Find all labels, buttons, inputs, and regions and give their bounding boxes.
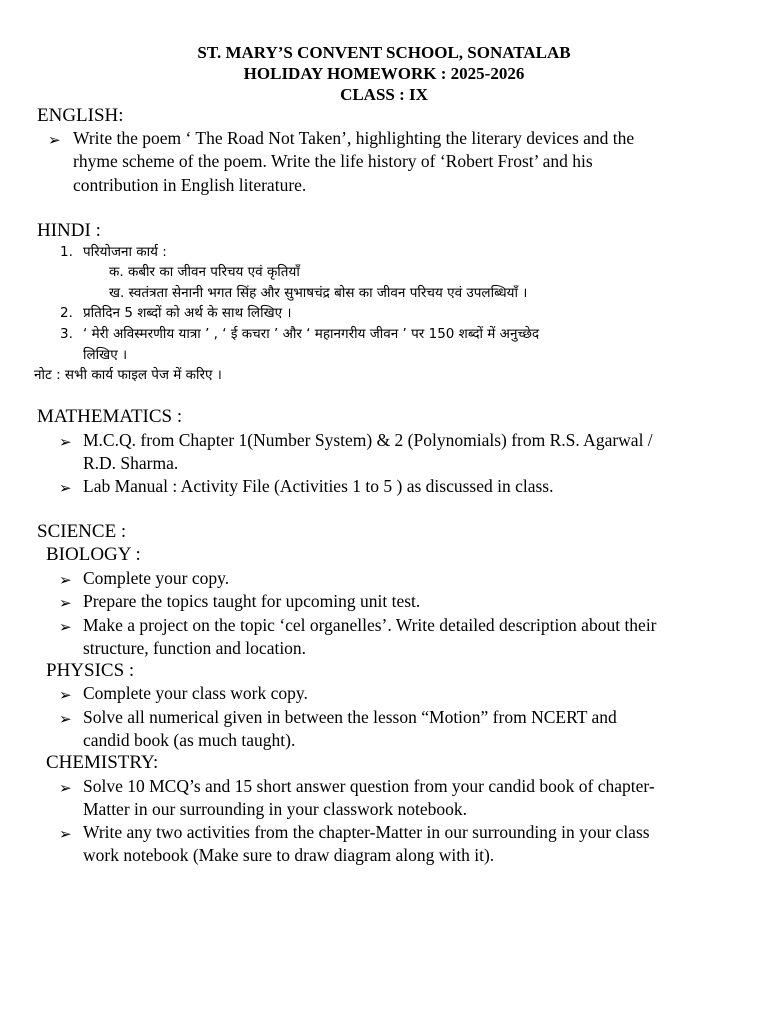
chemistry-heading: CHEMISTRY: [46, 752, 159, 773]
bullet-arrow-icon: ➢ [59, 712, 72, 728]
physics-item2-line1: Solve all numerical given in between the lesson “Motion” from NCERT and [83, 707, 617, 727]
chemistry-item2-line2: work notebook (Make sure to draw diagram along with it). [83, 845, 495, 865]
bullet-arrow-icon: ➢ [59, 620, 72, 636]
bullet-arrow-icon: ➢ [59, 596, 72, 612]
hindi-item-3-line2: लिखिए । [83, 347, 128, 363]
science-heading: SCIENCE : [37, 521, 127, 542]
hindi-item-3-line1: ‘ मेरी अविस्मरणीय यात्रा ’ , ‘ ई कचरा ’ और ‘ महानगरीय जीवन ’ पर 150 शब्दों में अनुच्छेद [83, 326, 540, 342]
bullet-arrow-icon: ➢ [59, 573, 72, 589]
math-item1-line1: M.C.Q. from Chapter 1(Number System) & 2 (Polynomials) from R.S. Agarwal / [83, 430, 653, 450]
hindi-item-1a: क. कबीर का जीवन परिचय एवं कृतियाँ [109, 264, 300, 280]
chemistry-item2-line1: Write any two activities from the chapter-Matter in our surrounding in your class [83, 822, 650, 842]
english-heading: ENGLISH: [37, 105, 124, 126]
hindi-heading: HINDI : [37, 220, 101, 241]
biology-item3-line2: structure, function and location. [83, 638, 307, 658]
bullet-arrow-icon: ➢ [48, 133, 61, 149]
bullet-arrow-icon: ➢ [59, 781, 72, 797]
biology-item2: Prepare the topics taught for upcoming unit test. [83, 591, 421, 611]
hindi-num-2: 2. [60, 305, 73, 321]
bullet-arrow-icon: ➢ [59, 435, 72, 451]
biology-heading: BIOLOGY : [46, 544, 141, 565]
biology-item1: Complete your copy. [83, 568, 230, 588]
physics-heading: PHYSICS : [46, 660, 135, 681]
physics-item2-line2: candid book (as much taught). [83, 730, 296, 750]
hindi-item-1b: ख. स्वतंत्रता सेनानी भगत सिंह और सुभाषचंद्र बोस का जीवन परिचय एवं उपलब्धियाँ । [109, 285, 528, 301]
math-item1-line2: R.D. Sharma. [83, 453, 179, 473]
bullet-arrow-icon: ➢ [59, 481, 72, 497]
physics-item1: Complete your class work copy. [83, 683, 308, 703]
hindi-item-1: परियोजना कार्य : [83, 244, 167, 260]
school-name: ST. MARY’S CONVENT SCHOOL, SONATALAB [197, 43, 571, 62]
biology-item3-line1: Make a project on the topic ‘cel organelles’. Write detailed description about their [83, 615, 657, 635]
hindi-num-1: 1. [60, 244, 73, 260]
english-item-line1: Write the poem ‘ The Road Not Taken’, highlighting the literary devices and the [73, 128, 635, 148]
hindi-num-3: 3. [60, 326, 73, 342]
math-item2: Lab Manual : Activity File (Activities 1 to 5 ) as discussed in class. [83, 476, 554, 496]
english-item-line2: rhyme scheme of the poem. Write the life history of ‘Robert Frost’ and his [73, 151, 593, 171]
bullet-arrow-icon: ➢ [59, 827, 72, 843]
hindi-note: नोट : सभी कार्य फाइल पेज में करिए । [34, 367, 222, 383]
bullet-arrow-icon: ➢ [59, 688, 72, 704]
hindi-item-2: प्रतिदिन 5 शब्दों को अर्थ के साथ लिखिए । [83, 305, 292, 321]
chemistry-item1-line2: Matter in our surrounding in your classwork notebook. [83, 799, 467, 819]
english-item-line3: contribution in English literature. [73, 175, 307, 195]
homework-title: HOLIDAY HOMEWORK : 2025-2026 [243, 64, 525, 83]
class-label: CLASS : IX [340, 85, 428, 104]
chemistry-item1-line1: Solve 10 MCQ’s and 15 short answer question from your candid book of chapter- [83, 776, 655, 796]
mathematics-heading: MATHEMATICS : [37, 406, 183, 427]
